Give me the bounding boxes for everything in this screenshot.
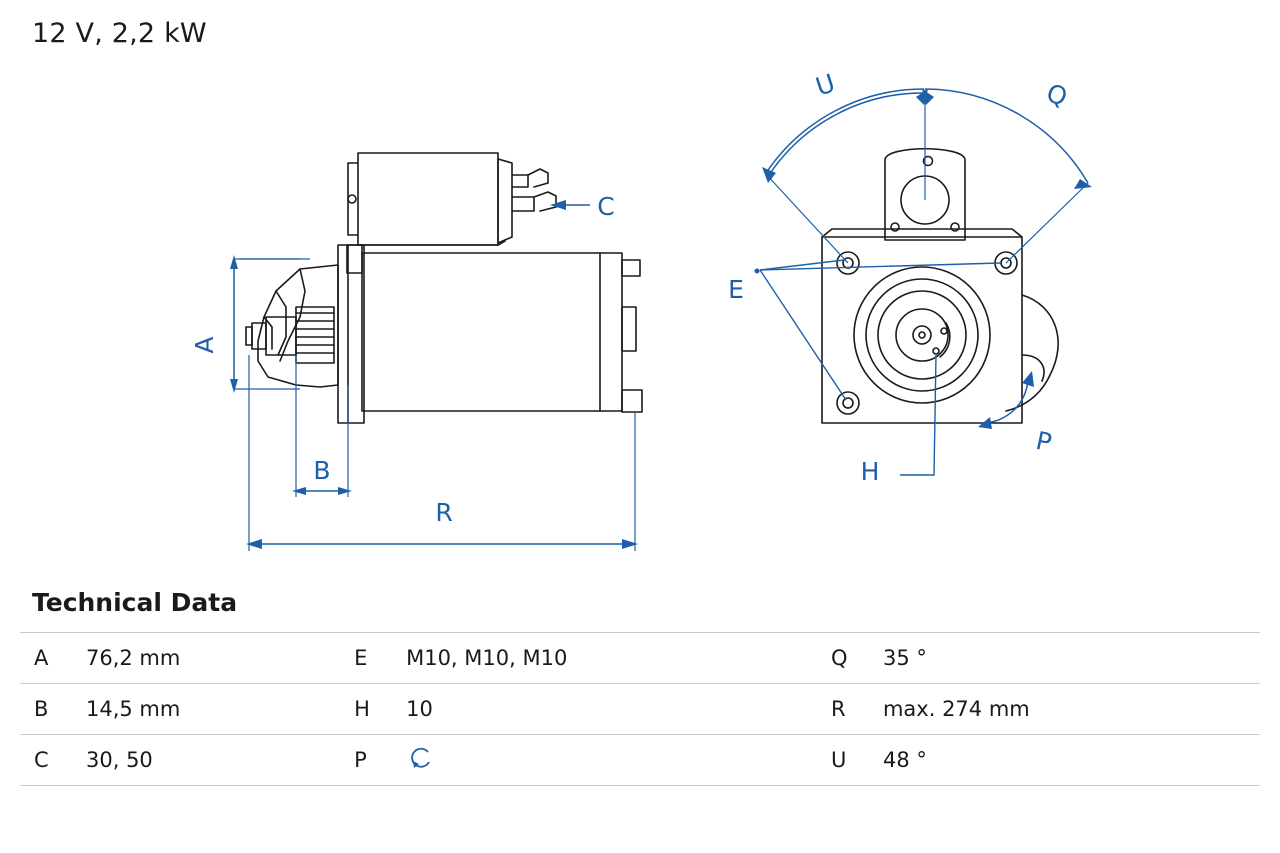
technical-data-table xyxy=(20,632,1260,786)
label-A: A xyxy=(190,336,219,354)
page-title: 12 V, 2,2 kW xyxy=(32,18,207,49)
label-R: R xyxy=(435,498,453,527)
cell-value-h: 10 xyxy=(392,684,817,735)
cell-value-p xyxy=(392,735,817,786)
label-C: C xyxy=(597,192,615,221)
cell-key-p: P xyxy=(340,735,392,786)
technical-data-heading: Technical Data xyxy=(32,588,238,617)
table-row xyxy=(20,633,1260,684)
cell-value-r: max. 274 mm xyxy=(869,684,1260,735)
cell-value-c: 30, 50 xyxy=(72,735,340,786)
cell-key-c: C xyxy=(20,735,72,786)
cell-value-e: M10, M10, M10 xyxy=(392,633,817,684)
cell-key-a: A xyxy=(20,633,72,684)
label-H: H xyxy=(860,457,880,486)
cell-value-u: 48 ° xyxy=(869,735,1260,786)
cell-value-b: 14,5 mm xyxy=(72,684,340,735)
cell-key-e: E xyxy=(340,633,392,684)
label-B: B xyxy=(313,456,331,485)
label-U: U xyxy=(812,68,839,102)
label-Q: Q xyxy=(1042,78,1072,113)
cell-value-a: 76,2 mm xyxy=(72,633,340,684)
rotation-arrow-icon xyxy=(406,745,436,776)
cell-key-h: H xyxy=(340,684,392,735)
cell-key-q: Q xyxy=(817,633,869,684)
table-row xyxy=(20,735,1260,786)
label-E: E xyxy=(728,275,744,304)
cell-key-u: U xyxy=(817,735,869,786)
label-P: P xyxy=(1033,425,1055,458)
cell-key-b: B xyxy=(20,684,72,735)
table-row xyxy=(20,684,1260,735)
starter-motor-drawing xyxy=(0,55,1280,575)
cell-value-q: 35 ° xyxy=(869,633,1260,684)
cell-key-r: R xyxy=(817,684,869,735)
